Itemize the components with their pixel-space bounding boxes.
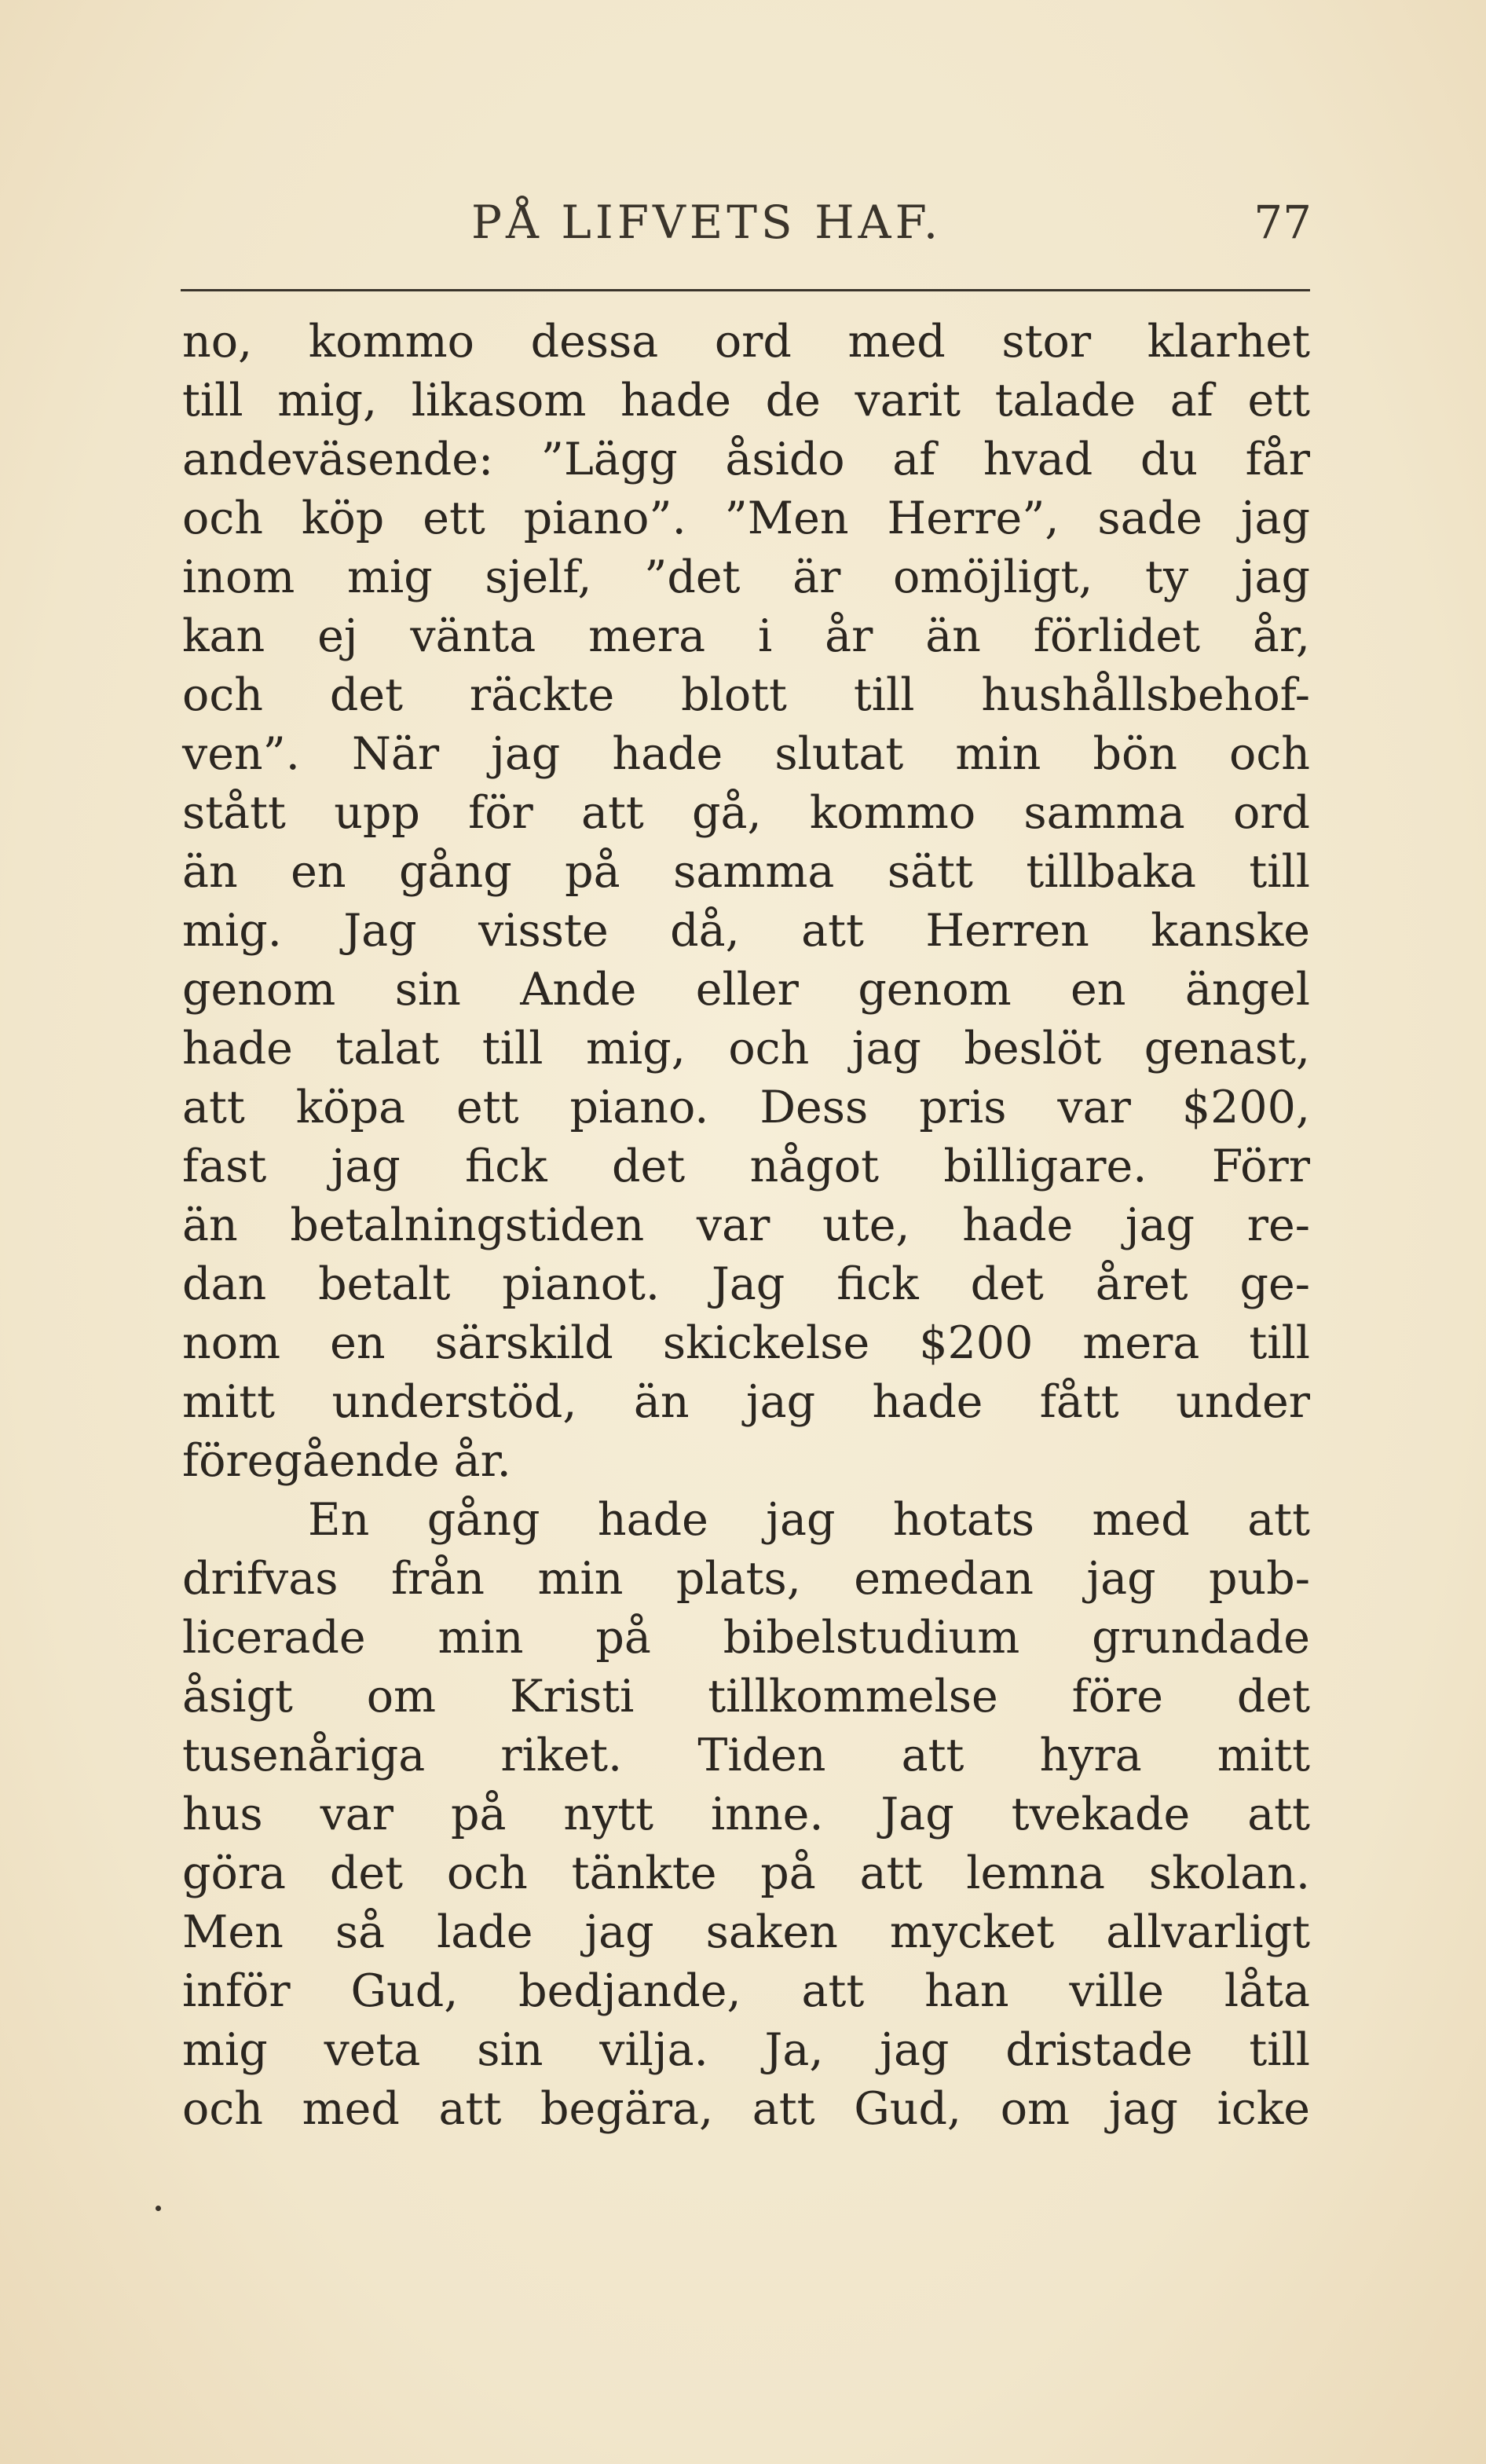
page-number: 77 (1254, 196, 1312, 249)
text-line: inför Gud, bedjande, att han ville låta (182, 1965, 1310, 2017)
header-rule (181, 289, 1310, 291)
text-line: no, kommo dessa ord med stor klarhet (182, 316, 1310, 368)
text-line: Men så lade jag saken mycket allvarligt (182, 1906, 1310, 1958)
text-line: att köpa ett piano. Dess pris var $200, (182, 1082, 1310, 1133)
text-line: andeväsende: ”Lägg åsido af hvad du får (182, 434, 1310, 485)
text-line: mig. Jag visste då, att Herren kanske (182, 905, 1310, 957)
text-line: ven”. När jag hade slutat min bön och (182, 728, 1310, 780)
text-line: mitt understöd, än jag hade fått under (182, 1376, 1310, 1428)
text-line: fast jag fick det något billigare. Förr (182, 1140, 1310, 1192)
text-line: kan ej vänta mera i år än förlidet år, (182, 610, 1310, 662)
text-line: En gång hade jag hotats med att (308, 1494, 1310, 1546)
text-line: till mig, likasom hade de varit talade af ett (182, 375, 1310, 427)
text-line: hus var på nytt inne. Jag tvekade att (182, 1789, 1310, 1840)
text-line: och det räckte blott till hushållsbehof- (182, 669, 1310, 721)
text-line: och med att begära, att Gud, om jag icke (182, 2083, 1310, 2135)
text-line: föregående år. (182, 1435, 511, 1487)
text-line: stått upp för att gå, kommo samma ord (182, 787, 1310, 839)
text-line: inom mig sjelf, ”det är omöjligt, ty jag (182, 551, 1310, 603)
running-title: PÅ LIFVETS HAF. (471, 196, 942, 249)
text-line: mig veta sin vilja. Ja, jag dristade till (182, 2024, 1310, 2076)
running-head (181, 187, 1312, 258)
text-line: än betalningstiden var ute, hade jag re- (182, 1199, 1310, 1251)
ink-speck (156, 2206, 161, 2211)
text-line: än en gång på samma sätt tillbaka till (182, 846, 1310, 898)
text-line: licerade min på bibelstudium grundade (182, 1612, 1310, 1664)
text-line: dan betalt pianot. Jag fick det året ge- (182, 1258, 1310, 1310)
text-line: drifvas från min plats, emedan jag pub- (182, 1553, 1310, 1605)
text-line: genom sin Ande eller genom en ängel (182, 964, 1310, 1016)
body-text (182, 313, 1310, 2139)
text-line: hade talat till mig, och jag beslöt genast, (182, 1023, 1310, 1075)
text-line: göra det och tänkte på att lemna skolan. (182, 1847, 1310, 1899)
text-line: nom en särskild skickelse $200 mera till (182, 1317, 1310, 1369)
text-line: åsigt om Kristi tillkommelse före det (182, 1671, 1310, 1723)
text-line: tusenåriga riket. Tiden att hyra mitt (182, 1730, 1310, 1781)
text-line: och köp ett piano”. ”Men Herre”, sade jag (182, 492, 1310, 544)
